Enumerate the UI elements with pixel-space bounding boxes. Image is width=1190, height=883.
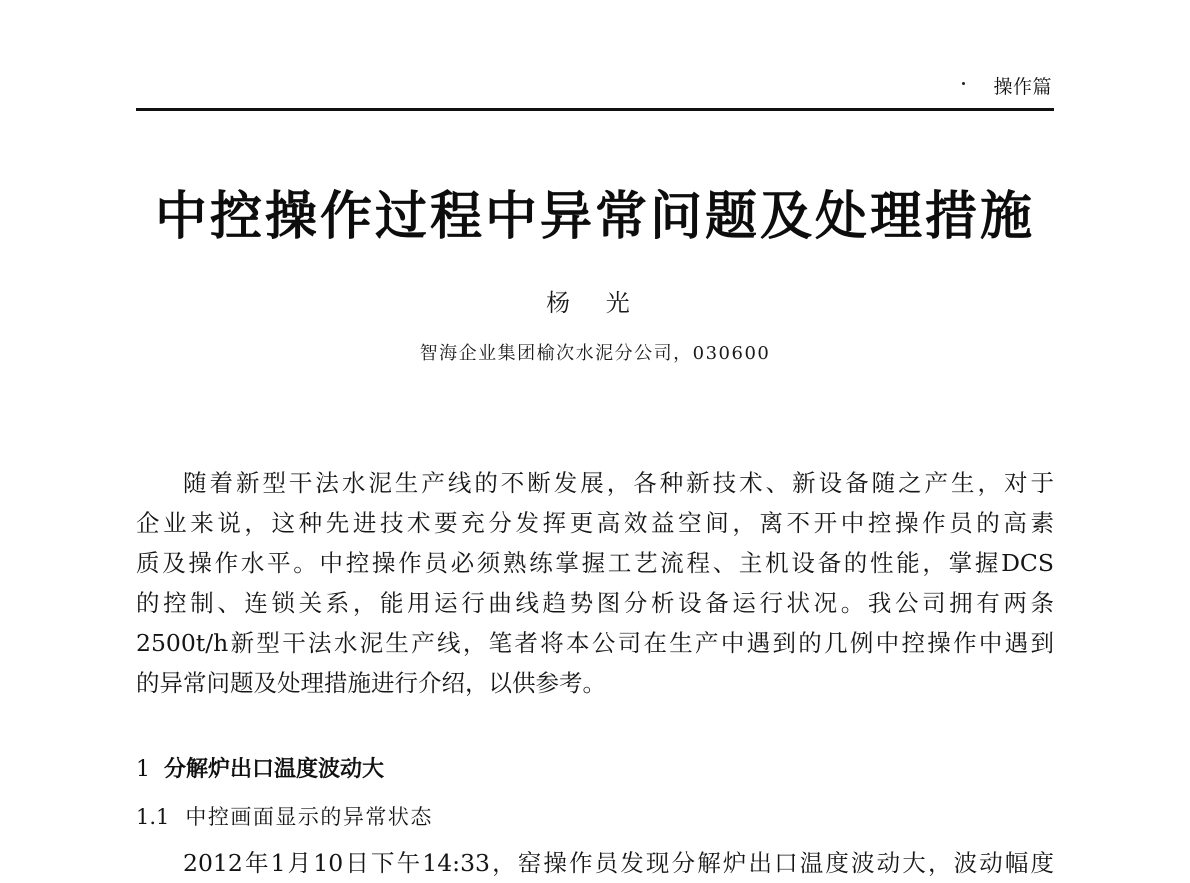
intro-line: 的异常问题及处理措施进行介绍，以供参考。 — [136, 669, 606, 697]
intro-line: 质及操作水平。中控操作员必须熟练掌握工艺流程、主机设备的性能，掌握DCS — [136, 549, 1054, 577]
intro-paragraph — [136, 463, 1054, 703]
author-affiliation: 智海企业集团榆次水泥分公司，030600 — [419, 343, 771, 364]
running-header-section: 操作篇 — [993, 76, 1052, 98]
section-heading-1 — [136, 752, 384, 783]
subsection-title: 中控画面显示的异常状态 — [185, 805, 433, 829]
intro-line: 的控制、连锁关系，能用运行曲线趋势图分析设备运行状况。我公司拥有两条 — [136, 589, 1054, 617]
subsection-number: 1.1 — [136, 805, 170, 829]
article-title: 中控操作过程中异常问题及处理措施 — [154, 187, 1035, 247]
header-rule — [136, 108, 1054, 111]
subsection-paragraph-line: 2012年1月10日下午14:33，窑操作员发现分解炉出口温度波动大，波动幅度 — [183, 849, 1054, 877]
article-author: 杨 光 — [546, 289, 644, 317]
section-marker-dot — [962, 82, 965, 85]
section-number: 1 — [136, 757, 150, 782]
section-title: 分解炉出口温度波动大 — [164, 757, 385, 782]
intro-line: 企业来说，这种先进技术要充分发挥更高效益空间，离不开中控操作员的高素 — [136, 509, 1054, 537]
intro-line: 2500t/h新型干法水泥生产线，笔者将本公司在生产中遇到的几例中控操作中遇到 — [136, 629, 1054, 657]
subsection-heading-1-1 — [136, 801, 433, 831]
intro-line: 随着新型干法水泥生产线的不断发展，各种新技术、新设备随之产生，对于 — [183, 469, 1054, 497]
